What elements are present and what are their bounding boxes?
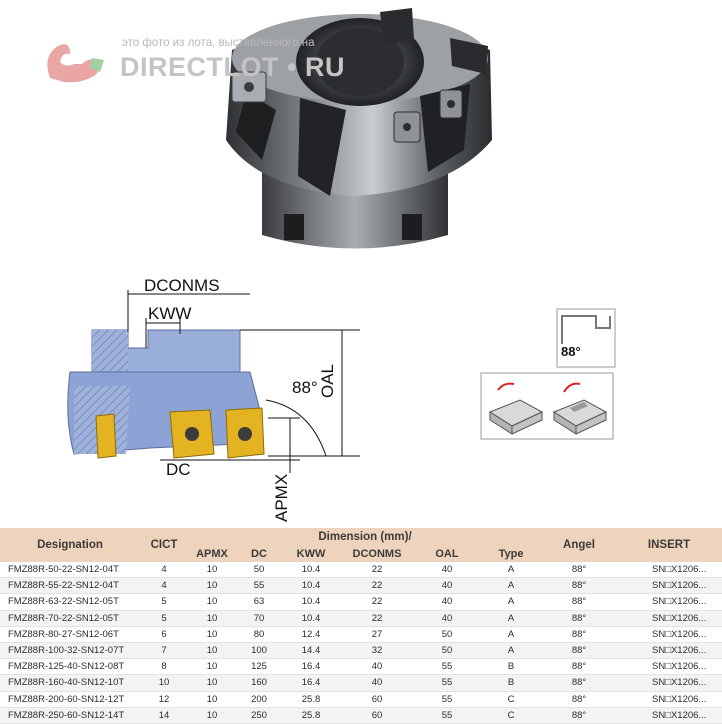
label-apmx: APMX	[272, 473, 291, 522]
label-kww: KWW	[148, 304, 192, 323]
cell-oal: 40	[414, 594, 480, 610]
subheader-dc: DC	[236, 546, 282, 562]
header-angle: Angel	[542, 528, 616, 562]
cell-insert: SN□X1206...	[616, 642, 722, 658]
cell-kww: 14.4	[282, 642, 340, 658]
subheader-dconms: DCONMS	[340, 546, 414, 562]
cell-cict: 12	[140, 691, 188, 707]
cell-apmx: 10	[188, 594, 236, 610]
cell-dconms: 40	[340, 659, 414, 675]
subheader-oal: OAL	[414, 546, 480, 562]
cell-cict: 4	[140, 578, 188, 594]
cell-angle: 88°	[542, 594, 616, 610]
cell-kww: 10.4	[282, 594, 340, 610]
cell-insert: SN□X1206...	[616, 610, 722, 626]
cell-apmx: 10	[188, 707, 236, 723]
cell-designation: FMZ88R-50-22-SN12-04T	[0, 562, 140, 578]
cell-angle: 88°	[542, 626, 616, 642]
cell-insert: SN□X1206...	[616, 691, 722, 707]
cell-cict: 7	[140, 642, 188, 658]
cell-oal: 55	[414, 707, 480, 723]
subheader-type: Type	[480, 546, 542, 562]
header-cict: CICT	[140, 528, 188, 562]
cell-designation: FMZ88R-70-22-SN12-05T	[0, 610, 140, 626]
cell-type: C	[480, 707, 542, 723]
cell-type: A	[480, 578, 542, 594]
subheader-apmx: APMX	[188, 546, 236, 562]
table-row	[0, 562, 722, 578]
cell-kww: 12.4	[282, 626, 340, 642]
subheader-kww: KWW	[282, 546, 340, 562]
table-row	[0, 659, 722, 675]
label-angle: 88°	[292, 378, 318, 397]
cell-type: B	[480, 659, 542, 675]
cell-angle: 88°	[542, 642, 616, 658]
cell-dc: 63	[236, 594, 282, 610]
cell-cict: 14	[140, 707, 188, 723]
cell-dconms: 60	[340, 691, 414, 707]
cell-dconms: 60	[340, 707, 414, 723]
cell-designation: FMZ88R-100-32-SN12-07T	[0, 642, 140, 658]
cell-apmx: 10	[188, 562, 236, 578]
cell-angle: 88°	[542, 691, 616, 707]
cell-dconms: 22	[340, 594, 414, 610]
cell-type: B	[480, 675, 542, 691]
cell-angle: 88°	[542, 675, 616, 691]
table-row	[0, 626, 722, 642]
cell-cict: 8	[140, 659, 188, 675]
cell-insert: SN□X1206...	[616, 562, 722, 578]
cell-kww: 10.4	[282, 562, 340, 578]
cell-dc: 250	[236, 707, 282, 723]
cell-oal: 55	[414, 675, 480, 691]
cell-apmx: 10	[188, 626, 236, 642]
label-dconms: DCONMS	[144, 276, 220, 295]
cell-dc: 100	[236, 642, 282, 658]
cell-type: A	[480, 626, 542, 642]
cell-kww: 16.4	[282, 675, 340, 691]
cell-dconms: 27	[340, 626, 414, 642]
table-row	[0, 675, 722, 691]
table-row	[0, 610, 722, 626]
label-oal: OAL	[318, 363, 337, 398]
cell-type: A	[480, 642, 542, 658]
cell-angle: 88°	[542, 707, 616, 723]
cell-cict: 6	[140, 626, 188, 642]
cell-insert: SN□X1206...	[616, 707, 722, 723]
cell-dconms: 40	[340, 675, 414, 691]
angle-badge-icon	[556, 308, 616, 368]
cell-insert: SN□X1206...	[616, 675, 722, 691]
cell-designation: FMZ88R-250-60-SN12-14T	[0, 707, 140, 723]
cell-dc: 160	[236, 675, 282, 691]
cell-kww: 10.4	[282, 578, 340, 594]
cell-type: A	[480, 610, 542, 626]
header-insert: INSERT	[616, 528, 722, 562]
cell-cict: 4	[140, 562, 188, 578]
cell-apmx: 10	[188, 578, 236, 594]
cell-dconms: 32	[340, 642, 414, 658]
cell-oal: 50	[414, 642, 480, 658]
cell-designation: FMZ88R-63-22-SN12-05T	[0, 594, 140, 610]
table-row	[0, 642, 722, 658]
cell-cict: 10	[140, 675, 188, 691]
cell-dc: 70	[236, 610, 282, 626]
cell-insert: SN□X1206...	[616, 578, 722, 594]
cell-designation: FMZ88R-55-22-SN12-04T	[0, 578, 140, 594]
label-dc: DC	[166, 460, 191, 479]
cell-kww: 25.8	[282, 707, 340, 723]
cell-insert: SN□X1206...	[616, 626, 722, 642]
cell-angle: 88°	[542, 562, 616, 578]
cell-cict: 5	[140, 594, 188, 610]
cell-designation: FMZ88R-125-40-SN12-08T	[0, 659, 140, 675]
cell-kww: 10.4	[282, 610, 340, 626]
header-dimension: Dimension (mm)/	[188, 528, 542, 546]
cell-dc: 55	[236, 578, 282, 594]
cell-angle: 88°	[542, 578, 616, 594]
cell-apmx: 10	[188, 659, 236, 675]
cell-dconms: 22	[340, 578, 414, 594]
cell-dconms: 22	[340, 610, 414, 626]
table-row	[0, 594, 722, 610]
cell-designation: FMZ88R-160-40-SN12-10T	[0, 675, 140, 691]
cell-apmx: 10	[188, 675, 236, 691]
cell-oal: 55	[414, 691, 480, 707]
spec-table	[0, 528, 722, 721]
cell-oal: 40	[414, 562, 480, 578]
cell-type: C	[480, 691, 542, 707]
watermark-caption: это фото из лота, выставленного на	[122, 37, 315, 49]
table-row	[0, 691, 722, 707]
cell-dconms: 22	[340, 562, 414, 578]
cell-insert: SN□X1206...	[616, 594, 722, 610]
cell-dc: 50	[236, 562, 282, 578]
cell-apmx: 10	[188, 691, 236, 707]
cell-designation: FMZ88R-80-27-SN12-06T	[0, 626, 140, 642]
table-row	[0, 578, 722, 594]
cutter-dimension-diagram	[0, 268, 470, 530]
cell-cict: 5	[140, 610, 188, 626]
machining-types-icon	[480, 372, 614, 440]
cell-kww: 16.4	[282, 659, 340, 675]
cell-type: A	[480, 594, 542, 610]
directlot-logo-icon	[40, 38, 112, 88]
cell-dc: 125	[236, 659, 282, 675]
cell-dc: 200	[236, 691, 282, 707]
cell-angle: 88°	[542, 659, 616, 675]
cell-designation: FMZ88R-200-60-SN12-12T	[0, 691, 140, 707]
cell-dc: 80	[236, 626, 282, 642]
cell-apmx: 10	[188, 642, 236, 658]
watermark-brand: DIRECTLOT • RU	[120, 52, 345, 82]
cell-oal: 50	[414, 626, 480, 642]
cell-apmx: 10	[188, 610, 236, 626]
cell-type: A	[480, 562, 542, 578]
cell-oal: 40	[414, 610, 480, 626]
insert-left	[96, 414, 116, 458]
cell-oal: 55	[414, 659, 480, 675]
angle-badge-label: 88°	[561, 344, 581, 359]
header-designation: Designation	[0, 528, 140, 562]
cell-insert: SN□X1206...	[616, 659, 722, 675]
cell-angle: 88°	[542, 610, 616, 626]
cell-kww: 25.8	[282, 691, 340, 707]
cell-oal: 40	[414, 578, 480, 594]
